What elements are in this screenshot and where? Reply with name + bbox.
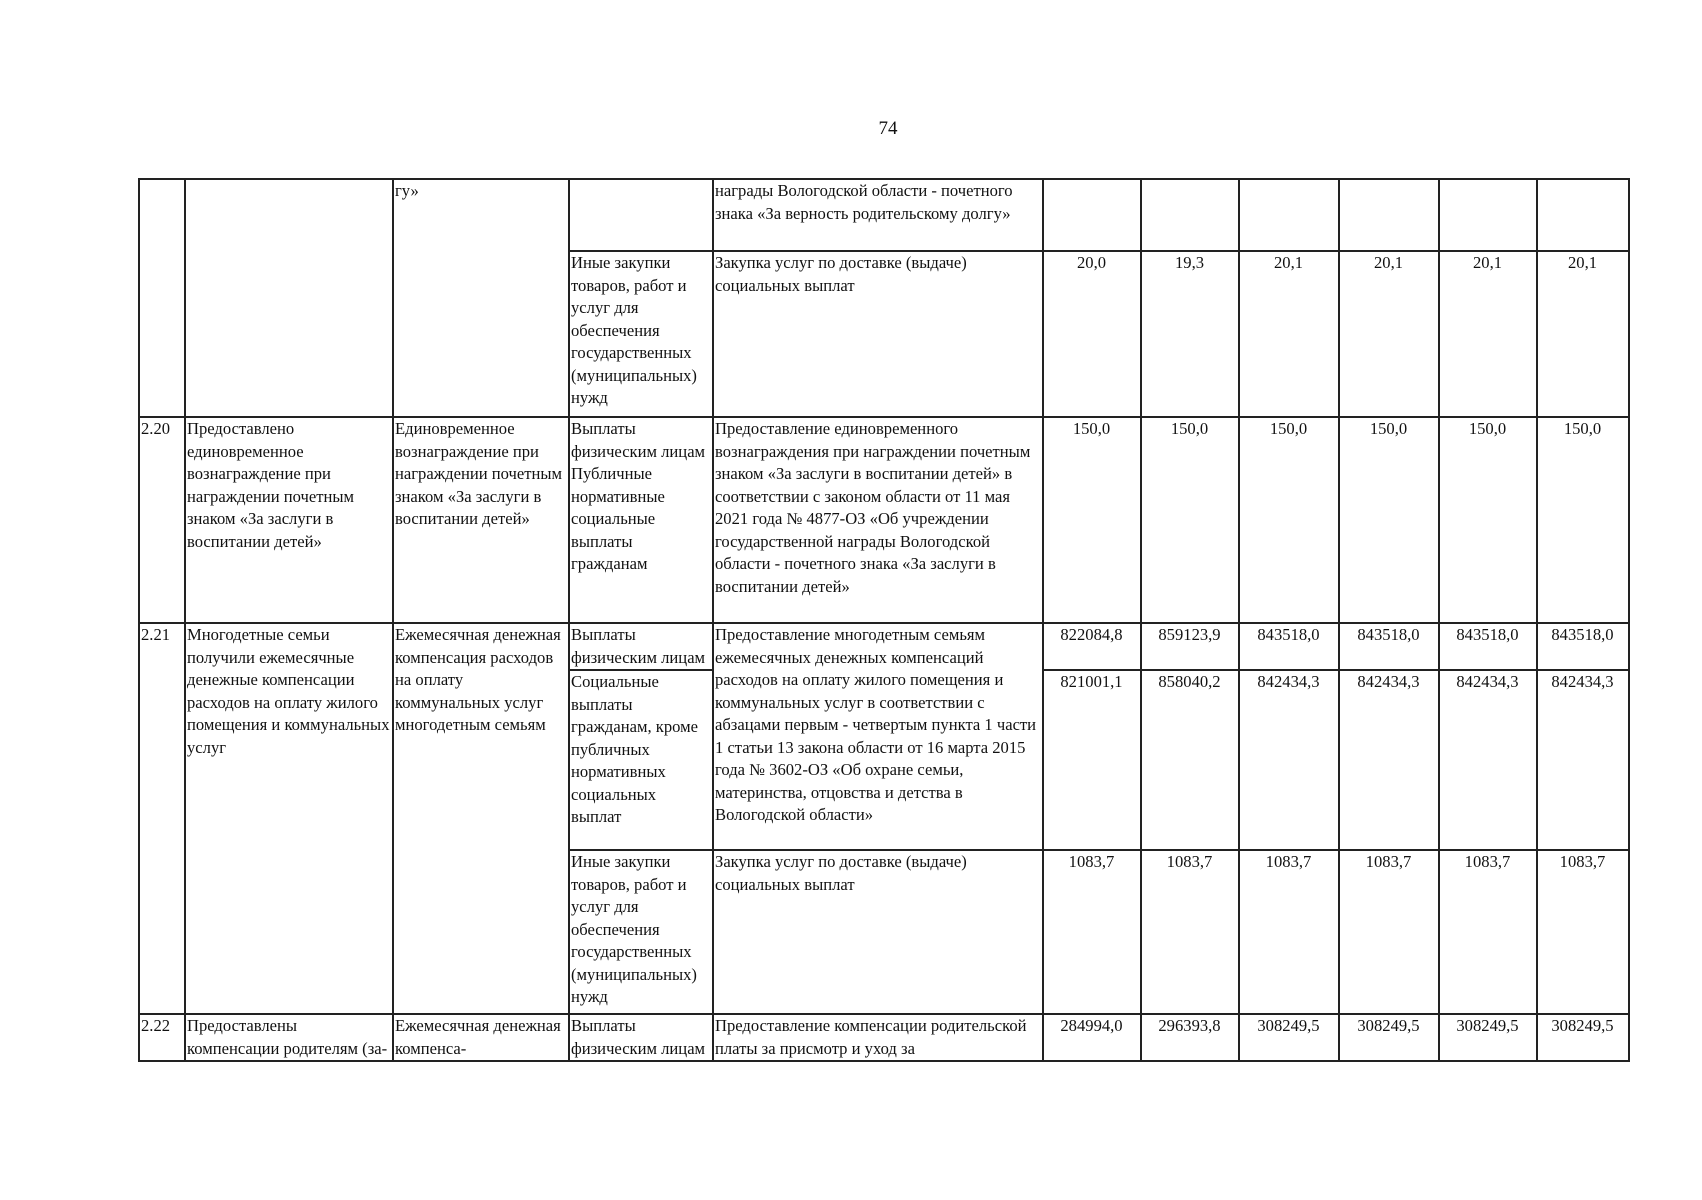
expense-type-cell: Выплаты физическим лицам — [569, 1014, 713, 1061]
value-cell: 843518,0 — [1439, 623, 1537, 670]
table-row — [139, 1014, 1629, 1061]
value-cell: 843518,0 — [1537, 623, 1629, 670]
budget-table — [138, 178, 1630, 1062]
value-cell: 20,1 — [1537, 251, 1629, 417]
value-cell: 1083,7 — [1141, 850, 1239, 1014]
value-cell: 822084,8 — [1043, 623, 1141, 670]
value-cell — [1339, 179, 1439, 251]
value-cell — [1239, 179, 1339, 251]
value-cell: 843518,0 — [1339, 623, 1439, 670]
value-cell: 20,1 — [1339, 251, 1439, 417]
value-cell: 1083,7 — [1339, 850, 1439, 1014]
expense-type-cell: Иные закупки товаров, работ и услуг для обеспечения государственных (муниципальных) нужд — [569, 251, 713, 417]
measure-cell: Ежемесячная денежная компенса- — [393, 1014, 569, 1061]
result-cell: Многодетные семьи получили ежемесячные денежные компенсации расходов на оплату жилого помещения и коммунальных услуг — [185, 623, 393, 1014]
result-cell: Предоставлены компенсации родителям (за- — [185, 1014, 393, 1061]
value-cell: 842434,3 — [1537, 670, 1629, 850]
value-cell: 308249,5 — [1439, 1014, 1537, 1061]
table-row — [139, 417, 1629, 623]
value-cell: 150,0 — [1239, 417, 1339, 623]
value-cell: 1083,7 — [1239, 850, 1339, 1014]
description-cell: Закупка услуг по доставке (выдаче) социальных выплат — [713, 251, 1043, 417]
value-cell: 150,0 — [1537, 417, 1629, 623]
value-cell: 858040,2 — [1141, 670, 1239, 850]
value-cell: 296393,8 — [1141, 1014, 1239, 1061]
value-cell: 1083,7 — [1537, 850, 1629, 1014]
description-cell: Предоставление единовременного вознаграждения при награждении почетным знаком «За заслуги в воспитании детей» в соответствии с законом области от 11 мая 2021 года № 4877-ОЗ «Об учреждении государственной награды Вологодской области - почетного знака «За заслуги в воспитании детей» — [713, 417, 1043, 623]
description-cell: Предоставление компенсации родительской платы за присмотр и уход за — [713, 1014, 1043, 1061]
value-cell: 150,0 — [1141, 417, 1239, 623]
value-cell — [1537, 179, 1629, 251]
page-number: 74 — [878, 118, 898, 139]
value-cell: 308249,5 — [1239, 1014, 1339, 1061]
value-cell: 308249,5 — [1339, 1014, 1439, 1061]
value-cell: 842434,3 — [1439, 670, 1537, 850]
result-cell — [185, 179, 393, 417]
value-cell: 150,0 — [1339, 417, 1439, 623]
row-number: 2.21 — [139, 623, 185, 1014]
value-cell — [1439, 179, 1537, 251]
row-number: 2.20 — [139, 417, 185, 623]
value-cell: 284994,0 — [1043, 1014, 1141, 1061]
value-cell: 150,0 — [1043, 417, 1141, 623]
value-cell: 20,1 — [1439, 251, 1537, 417]
value-cell: 842434,3 — [1239, 670, 1339, 850]
value-cell: 1083,7 — [1439, 850, 1537, 1014]
value-cell: 19,3 — [1141, 251, 1239, 417]
expense-type-cell: Социальные выплаты гражданам, кроме публичных нормативных социальных выплат — [569, 670, 713, 850]
value-cell: 859123,9 — [1141, 623, 1239, 670]
expense-type-cell — [569, 179, 713, 251]
value-cell: 150,0 — [1439, 417, 1537, 623]
value-cell: 842434,3 — [1339, 670, 1439, 850]
measure-cell: Единовременное вознаграждение при награждении почетным знаком «За заслуги в воспитании детей» — [393, 417, 569, 623]
value-cell: 1083,7 — [1043, 850, 1141, 1014]
row-number: 2.22 — [139, 1014, 185, 1061]
value-cell: 20,0 — [1043, 251, 1141, 417]
description-cell: Закупка услуг по доставке (выдаче) социальных выплат — [713, 850, 1043, 1014]
value-cell: 308249,5 — [1537, 1014, 1629, 1061]
description-cell: награды Вологодской области - почетного знака «За верность родительскому долгу» — [713, 179, 1043, 251]
table-row — [139, 623, 1629, 670]
description-cell: Предоставление многодетным семьям ежемесячных денежных компенсаций расходов на оплату жилого помещения и коммунальных услуг в соответствии с абзацами первым - четвертым пункта 1 части 1 статьи 13 закона области от 16 марта 2015 года № 3602-ОЗ «Об охране семьи, материнства, отцовства и детства в Вологодской области» — [713, 623, 1043, 850]
table-row — [139, 179, 1629, 251]
value-cell: 20,1 — [1239, 251, 1339, 417]
value-cell: 821001,1 — [1043, 670, 1141, 850]
value-cell: 843518,0 — [1239, 623, 1339, 670]
expense-type-cell: Выплаты физическим лицам — [569, 623, 713, 670]
expense-type-cell: Выплаты физическим лицам Публичные нормативные социальные выплаты гражданам — [569, 417, 713, 623]
measure-cell: Ежемесячная денежная компенсация расходов на оплату коммунальных услуг многодетным семьям — [393, 623, 569, 1014]
value-cell — [1141, 179, 1239, 251]
measure-cell: гу» — [393, 179, 569, 417]
expense-type-cell: Иные закупки товаров, работ и услуг для обеспечения государственных (муниципальных) нужд — [569, 850, 713, 1014]
row-number — [139, 179, 185, 417]
result-cell: Предоставлено единовременное вознаграждение при награждении почетным знаком «За заслуги в воспитании детей» — [185, 417, 393, 623]
value-cell — [1043, 179, 1141, 251]
